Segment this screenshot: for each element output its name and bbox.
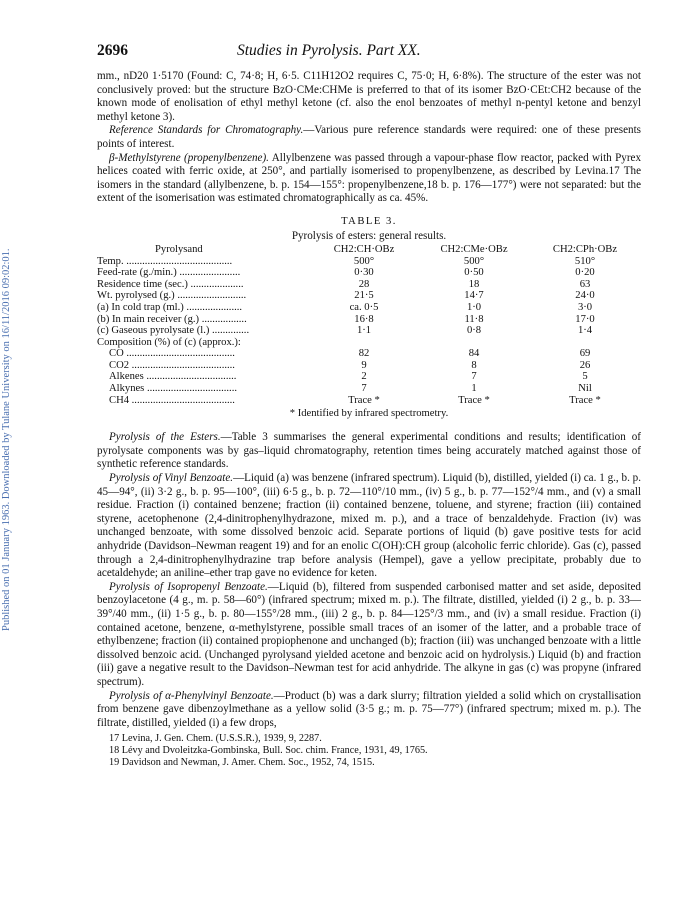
running-title: Studies in Pyrolysis. Part XX. [237, 42, 421, 59]
table-row [97, 371, 641, 383]
table-cell: 24·0 [575, 290, 595, 302]
column-header: CH2:CMe·OBz [440, 243, 508, 255]
paragraph-methylstyrene [97, 152, 641, 206]
table-cell: 84 [468, 348, 480, 360]
table-row [97, 267, 641, 279]
table-cell: 8 [471, 359, 477, 371]
table-cell [529, 337, 641, 349]
table-cell: 500° [353, 255, 375, 267]
row-label: Temp. ........................................ [97, 255, 233, 267]
row-label: Alkynes .................................. [109, 383, 238, 395]
paragraph-heading: Reference Standards for Chromatography. [109, 124, 304, 137]
table-cell: 0·20 [575, 267, 595, 279]
table-cell: Nil [578, 383, 592, 395]
table-cell: 14·7 [464, 290, 484, 302]
table-cell: 5 [582, 371, 588, 383]
table-cell: 3·0 [577, 301, 593, 313]
table-cell: Trace * [569, 394, 601, 406]
row-label: Wt. pyrolysed (g.) .......................... [97, 290, 247, 302]
table-cell: Trace * [458, 394, 490, 406]
table-cell: Trace * [348, 394, 380, 406]
paragraph-heading: Pyrolysis of Isopropenyl Benzoate. [109, 580, 268, 593]
table-row [97, 256, 641, 268]
table-cell: 69 [579, 348, 591, 360]
column-header: CH2:CPh·OBz [552, 243, 618, 255]
paragraph-heading: Pyrolysis of the Esters. [109, 431, 221, 444]
row-label: (b) In main receiver (g.) ................. [97, 313, 247, 325]
table-row [97, 360, 641, 372]
table-cell: 510° [574, 255, 596, 267]
table-row [97, 279, 641, 291]
table-row [97, 337, 641, 349]
paragraph-heading: Pyrolysis of α-Phenylvinyl Benzoate. [109, 689, 274, 702]
table-cell [309, 337, 419, 349]
paragraph-heading: Pyrolysis of Vinyl Benzoate. [109, 472, 234, 485]
table-row [97, 302, 641, 314]
table-cell: 7 [361, 383, 367, 395]
table-cell: ca. 0·5 [349, 301, 379, 313]
row-label: CH4 ....................................... [109, 394, 235, 406]
table-cell: 21·5 [354, 290, 374, 302]
page-number: 2696 [97, 42, 128, 59]
row-label: Feed-rate (g./min.) ....................... [97, 267, 241, 279]
table-cell: 18 [468, 278, 480, 290]
table-title: TABLE 3. [341, 215, 397, 227]
reference-item: 19 Davidson and Newman, J. Amer. Chem. Soc., 1952, 74, 1515. [109, 757, 375, 769]
table-row [97, 290, 641, 302]
table-cell: 500° [463, 255, 485, 267]
footnote-references [97, 733, 641, 769]
paragraph-text: —Liquid (b), filtered from suspended carbonised matter and set aside, deposited benzoylacetone (4 g., m. p. 58—60°) (infrared spectrum; mixed m. p.). The filtrate, distilled, yielded (i) 2 g., b. p. 33—39°/40 mm., (ii) 1·5 g., b. p. 80—155°/28 mm., (iii) 2 g., b. p. 84—125°/3 mm., and (iv) a small residue. Fraction (i) contained acetone, benzene, α-methylstyrene, possible small traces of an isomer of the latter, and a probable trace of ethylbenzene; fraction (ii) contained propiophenone and unchanged (b); fraction (iii) was unchanged benzoate with a little dissolved benzoic acid. (Unchanged pyrolysand yielded acetone and benzoic acid on hydrolysis.) Liquid (b) and fraction (iii) gave a negative result to the Davidson–Newman test for acid anhydride. The alkyne in gas (c) was propyne (infrared spectrum). [97, 580, 641, 688]
row-label: (a) In cold trap (ml.) ..................... [97, 301, 243, 313]
table-cell: 0·30 [354, 267, 374, 279]
table-cell: 1·0 [466, 301, 482, 313]
paragraph-vinyl-benzoate [97, 472, 641, 581]
table-row [97, 395, 641, 407]
paragraph-text: —Various pure reference standards were required: one of these presents points of interest. [97, 124, 641, 150]
row-label: Residence time (sec.) .................... [97, 278, 244, 290]
paragraph-isopropenyl-benzoate [97, 581, 641, 690]
paragraph-ester-structure: mm., nD20 1·5170 (Found: C, 74·8; H, 6·5. C11H12O2 requires C, 75·0; H, 6·8%). The structure of the ester was not conclusively proved: but the structure BzO·CMe:CHMe is preferred to that of its isomer BzO·CEt:CH2 because of the known mode of enolisation of ethyl methyl ketone (cf. also the enol benzoates of methyl n-pentyl ketone and benzyl methyl ketone 3). [97, 70, 641, 123]
column-header: CH2:CH·OBz [333, 243, 395, 255]
column-header: Pyrolysand [155, 243, 203, 255]
table-row [97, 383, 641, 395]
row-label: (c) Gaseous pyrolysate (l.) .............. [97, 325, 250, 337]
row-label: CO ......................................... [109, 348, 235, 360]
table-cell: 1·4 [577, 325, 593, 337]
table-cell: 1·1 [356, 325, 372, 337]
table-row [97, 348, 641, 360]
table-cell: 2 [361, 371, 367, 383]
table-cell: 0·8 [466, 325, 482, 337]
table-cell: 63 [579, 278, 591, 290]
page-header [97, 42, 641, 62]
table-footnote: * Identified by infrared spectrometry. [289, 408, 449, 420]
table-cell: 9 [361, 359, 367, 371]
results-table [97, 244, 641, 406]
row-label: Alkenes .................................. [109, 371, 237, 383]
table-cell: 7 [471, 371, 477, 383]
row-label: CO2 ....................................... [109, 359, 235, 371]
paragraph-text: Allylbenzene was passed through a vapour-phase flow reactor, packed with Pyrex helices coated with ferric oxide, at 250°, and partially isomerised to propenylbenzene, as described by Levina.17 The isomers in the standard (allylbenzene, b. p. 154—155°: propenylbenzene,18 b. p. 176—177°) were not separated: but the extent of the isomerisation was estimated chromatographically as ca. 45%. [97, 151, 641, 205]
paragraph-pyrolysis-esters [97, 431, 641, 472]
table-cell: 17·0 [575, 313, 595, 325]
paragraph-phenylvinyl-benzoate [97, 690, 641, 731]
download-watermark: Published on 01 January 1963. Downloaded by Tulane University on 16/11/2016 09:02:01. [1, 248, 12, 632]
reference-item: 17 Levina, J. Gen. Chem. (U.S.S.R.), 1939, 9, 2287. [109, 733, 322, 745]
table-cell: 28 [358, 278, 370, 290]
table-cell [419, 337, 529, 349]
table-caption: Pyrolysis of esters: general results. [291, 229, 447, 242]
paragraph-heading: β-Methylstyrene (propenylbenzene). [109, 151, 269, 164]
table-cell: 1 [471, 383, 477, 395]
paragraph-text: —Liquid (a) was benzene (infrared spectrum). Liquid (b), distilled, yielded (i) ca. 1 g., b. p. 45—94°, (ii) 3·2 g., b. p. 95—100°, (iii) 6·5 g., b. p. 72—110°/10 mm., (iv) 5 g., b. p. 77—152°/4 mm., and (v) a small residue. Fraction (i) contained benzene; fraction (ii) contained benzene, toluene, and styrene; fraction (iii) contained styrene, acetophenone (2,4-dinitrophenylhydrazone, mixed m. p.), and a trace of benzaldehyde. Fraction (iv) was unchanged benzoate, with some dissolved benzoic acid. Separate portions of liquid (b) gave positive tests for acid anhydride (Davidson–Newman reagent 19) and for an enolic C(OH):CH group (alcoholic ferric chloride). Gas (c), passed through a 2,4-dinitrophenylhydrazine trap before analysis (Hempel), gave a yellow precipitate, probably due to acetaldehyde; an aniline–ether trap gave no evidence for keten. [97, 472, 641, 580]
table-cell: 26 [579, 359, 591, 371]
table-cell: 16·8 [354, 313, 374, 325]
table-cell: 11·8 [464, 313, 484, 325]
reference-item: 18 Lévy and Dvoleitzka-Gombinska, Bull. Soc. chim. France, 1931, 49, 1765. [109, 745, 428, 757]
paragraph-text: —Table 3 summarises the general experimental conditions and results; identification of pyrolysate components was by gas–liquid chromatography, retention times being accurately matched against those of synthetic reference standards. [97, 431, 641, 471]
paragraph-text: —Product (b) was a dark slurry; filtration yielded a solid which on crystallisation from benzene gave dibenzoylmethane as a yellow solid (3·5 g.; m. p. 75—77°) (infrared spectrum; mixed m. p.). The filtrate, distilled, yielded (i) a few drops, [97, 689, 641, 729]
row-label: Composition (%) of (c) (approx.): [97, 336, 241, 348]
paragraph-reference-standards [97, 124, 641, 151]
table-header-row [97, 244, 641, 256]
table-row [97, 314, 641, 326]
table-cell: 82 [358, 348, 370, 360]
table-row [97, 325, 641, 337]
table-cell: 0·50 [464, 267, 484, 279]
page-body [97, 42, 641, 769]
